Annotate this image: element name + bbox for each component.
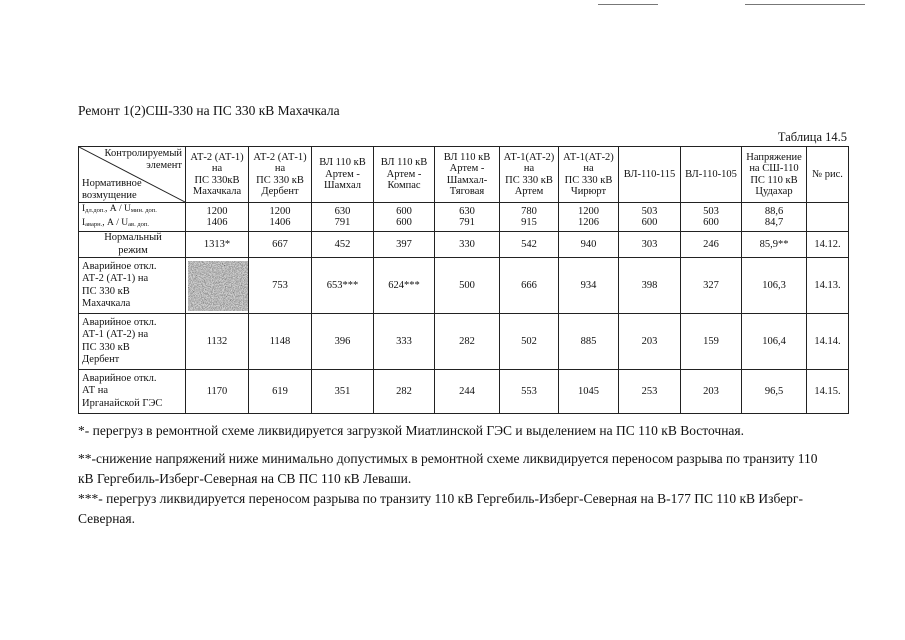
footnote-double-star: **-снижение напряжений ниже минимально допустимых в ремонтной схеме ликвидируется переносом разрыва по транзиту 110 кВ Гергебиль-Изберг-Северная на СВ ПС 110 кВ Леваши. [78, 451, 818, 486]
data-cell: 1148 [249, 314, 312, 370]
limit-cell: 600 600 [374, 203, 435, 232]
data-cell: 333 [374, 314, 435, 370]
data-cell: 159 [681, 314, 742, 370]
limit-cell: 1200 1406 [249, 203, 312, 232]
data-cell: 940 [559, 232, 619, 258]
top-rule-left [598, 4, 658, 5]
limit-cell: 503 600 [619, 203, 681, 232]
data-cell: 330 [435, 232, 500, 258]
data-cell: 106,4 [742, 314, 807, 370]
limit-cell: 503 600 [681, 203, 742, 232]
column-header: ВЛ-110-115 [619, 147, 681, 203]
row-label: Нормальный режим [79, 232, 186, 258]
row-label: Аварийное откл. АТ на Ирганайской ГЭС [79, 370, 186, 414]
column-header: АТ-1(АТ-2) на ПС 330 кВ Артем [500, 147, 559, 203]
limit-cell: 630 791 [312, 203, 374, 232]
column-header: АТ-2 (АТ-1) на ПС 330кВ Махачкала [186, 147, 249, 203]
repair-mode-table [78, 146, 849, 414]
data-row-normal [79, 232, 849, 258]
data-cell: 1170 [186, 370, 249, 414]
column-header: ВЛ-110-105 [681, 147, 742, 203]
limit-cell: 88,6 84,7 [742, 203, 807, 232]
footnote-triple-star: ***- перегруз ликвидируется переносом разрыва по транзиту 110 кВ Гергебиль-Изберг-Северная на В-177 ПС 110 кВ Изберг-Северная. [78, 491, 803, 526]
data-cell: 282 [435, 314, 500, 370]
table-label: Таблица 14.5 [777, 130, 847, 144]
limit-cell: 1200 1206 [559, 203, 619, 232]
data-cell: 303 [619, 232, 681, 258]
data-cell: 624*** [374, 258, 435, 314]
data-cell: 244 [435, 370, 500, 414]
column-header: АТ-2 (АТ-1) на ПС 330 кВ Дербент [249, 147, 312, 203]
data-row-emergency-makhachkala [79, 258, 849, 314]
data-cell: 753 [249, 258, 312, 314]
figure-ref-cell: 14.14. [807, 314, 849, 370]
data-cell: 203 [619, 314, 681, 370]
limit-cell: 1200 1406 [186, 203, 249, 232]
limits-row [79, 203, 849, 232]
controlled-element-label: Контролируемый элемент [104, 148, 182, 171]
column-header: ВЛ 110 кВ Артем - Компас [374, 147, 435, 203]
top-rule-right [745, 4, 865, 5]
data-cell: 1132 [186, 314, 249, 370]
data-cell: 106,3 [742, 258, 807, 314]
data-cell: 96,5 [742, 370, 807, 414]
figure-ref-cell: 14.13. [807, 258, 849, 314]
row-label: Аварийное откл. АТ-2 (АТ-1) на ПС 330 кВ Махачкала [79, 258, 186, 314]
row-label: Аварийное откл. АТ-1 (АТ-2) на ПС 330 кВ Дербент [79, 314, 186, 370]
limit-cell: 780 915 [500, 203, 559, 232]
data-cell: 203 [681, 370, 742, 414]
data-cell: 282 [374, 370, 435, 414]
header-corner-cell [79, 147, 186, 203]
limits-label: $I_{дл.доп.}$, А / $U_{мин. доп.}$ $I_{аварн.}$, А / $U_{ав. доп.}$ [79, 203, 186, 232]
data-cell: 452 [312, 232, 374, 258]
scan-noise-patch [188, 261, 249, 311]
limit-cell: 630 791 [435, 203, 500, 232]
footnote-single-star: *- перегруз в ремонтной схеме ликвидируется загрузкой Миатлинской ГЭС и выделением на ПС 110 кВ Восточная. [78, 423, 744, 438]
data-cell: 246 [681, 232, 742, 258]
data-row-emergency-irganai [79, 370, 849, 414]
data-cell: 398 [619, 258, 681, 314]
data-cell: 542 [500, 232, 559, 258]
data-cell: 653*** [312, 258, 374, 314]
data-cell: 500 [435, 258, 500, 314]
data-cell: 351 [312, 370, 374, 414]
column-header: ВЛ 110 кВ Артем - Шамхал- Тяговая [435, 147, 500, 203]
data-cell: 666 [500, 258, 559, 314]
figure-ref-cell: 14.12. [807, 232, 849, 258]
data-cell: 667 [249, 232, 312, 258]
limit-cell [807, 203, 849, 232]
data-cell: 885 [559, 314, 619, 370]
data-cell: 253 [619, 370, 681, 414]
data-cell: 553 [500, 370, 559, 414]
column-header: АТ-1(АТ-2) на ПС 330 кВ Чирюрт [559, 147, 619, 203]
data-cell: 327 [681, 258, 742, 314]
normative-disturbance-label: Нормативное возмущение [82, 178, 142, 201]
page-title: Ремонт 1(2)СШ-330 на ПС 330 кВ Махачкала [78, 103, 340, 118]
data-cell: 1313* [186, 232, 249, 258]
data-cell: 397 [374, 232, 435, 258]
header-row [79, 147, 849, 203]
obscured-cell [186, 258, 249, 314]
column-header: ВЛ 110 кВ Артем - Шамхал [312, 147, 374, 203]
column-header: № рис. [807, 147, 849, 203]
data-cell: 396 [312, 314, 374, 370]
data-cell: 619 [249, 370, 312, 414]
data-row-emergency-derbent [79, 314, 849, 370]
data-cell: 1045 [559, 370, 619, 414]
data-cell: 85,9** [742, 232, 807, 258]
column-header: Напряжение на СШ-110 ПС 110 кВ Цудахар [742, 147, 807, 203]
data-cell: 502 [500, 314, 559, 370]
data-cell: 934 [559, 258, 619, 314]
figure-ref-cell: 14.15. [807, 370, 849, 414]
